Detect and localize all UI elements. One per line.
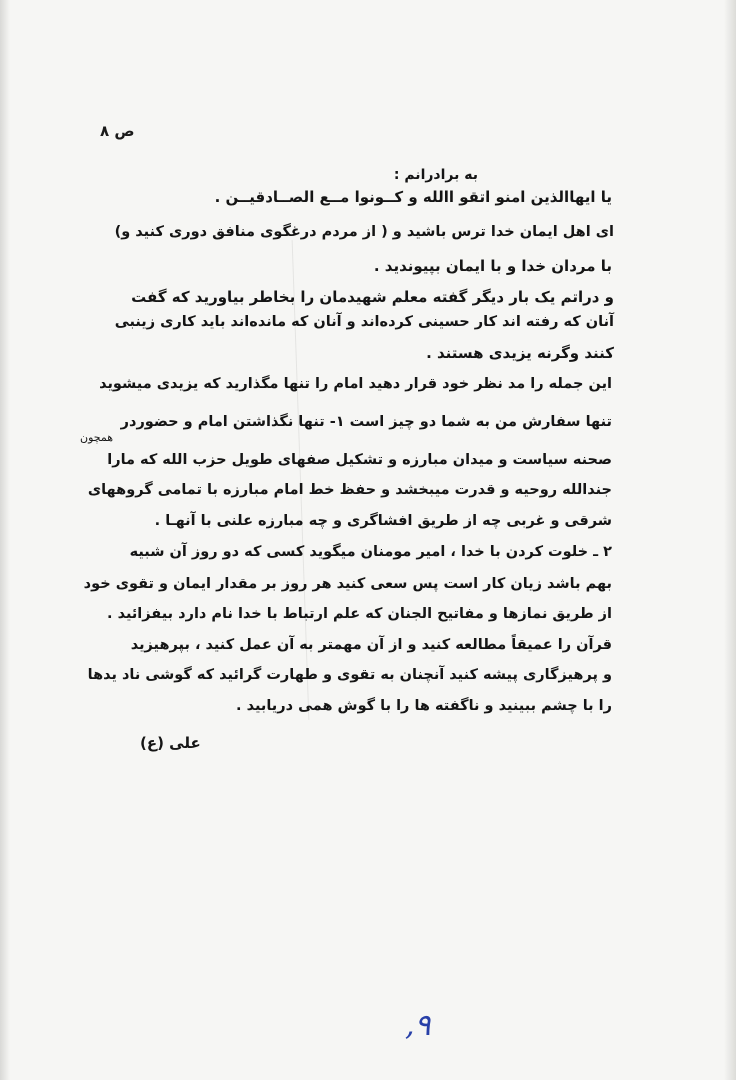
text-line-1: به برادرانم :: [393, 167, 478, 183]
text-line-11: جندالله روحیه و قدرت میبخشد و حفظ خط امام مبارزه با تمامی گروههای: [87, 482, 612, 498]
page-number: ص ۸: [100, 122, 135, 140]
text-line-6: آنان که رفته اند کار حسینی کرده‌اند و آنان که مانده‌اند باید کاری زینبی: [114, 314, 614, 330]
text-line-8: این جمله را مد نظر خود قرار دهید امام را تنها مگذارید که یزیدی میشوید: [99, 376, 612, 392]
margin-insertion: همچون: [80, 431, 114, 444]
text-line-9: تنها سفارش من به شما دو چیز است ۱- تنها نگذاشتن امام و حضوردر: [120, 414, 612, 430]
text-line-3: ای اهل ایمان خدا ترس باشید و ( از مردم درغگوی منافق دوری کنید و): [114, 224, 614, 240]
text-line-7: کنند وگرنه یزیدی هستند .: [426, 344, 614, 362]
text-line-2: یا ایهاالذین امنو اتقو االله و کــونوا مــع الصــادقیــن .: [214, 188, 612, 206]
text-line-4: با مردان خدا و با ایمان بپیوندید .: [373, 257, 612, 275]
scan-edge-right: [724, 0, 736, 1080]
text-line-18: را با چشم ببینید و ناگفته ها را با گوش همی دریابید .: [236, 698, 612, 714]
text-line-17: و پرهیزگاری پیشه کنید آنچنان به تقوی و طهارت گرائید که گوشی ناد یدها: [87, 667, 612, 683]
signature-ali: علی (ع): [140, 734, 201, 752]
text-line-10: صحنه سیاست و میدان مبارزه و تشکیل صفهای طویل حزب الله که مارا: [107, 452, 612, 468]
text-line-12: شرقی و غربی چه از طریق افشاگری و چه مبارزه علنی با آنهـا .: [154, 513, 612, 529]
text-line-5: و دراتم یک بار دیگر گفته معلم شهیدمان را بخاطر بیاورید که گفت: [131, 288, 614, 306]
text-line-16: قرآن را عمیقاً مطالعه کنید و از آن مهمتر به آن عمل کنید ، بپرهیزید: [130, 637, 612, 653]
text-line-13: ۲ ـ خلوت کردن با خدا ، امیر مومنان میگوید کسی که دو روز آن شبیه: [129, 544, 612, 560]
scan-edge-left: [0, 0, 10, 1080]
text-line-14: بهم باشد زیان کار است پس سعی کنید هر روز بر مقدار ایمان و تقوی خود: [83, 576, 612, 592]
text-line-15: از طریق نمازها و مفاتیح الجنان که علم ارتباط با خدا نام دارد بیفزائید .: [107, 606, 612, 622]
handwritten-page-number: ۹,: [405, 1008, 431, 1043]
